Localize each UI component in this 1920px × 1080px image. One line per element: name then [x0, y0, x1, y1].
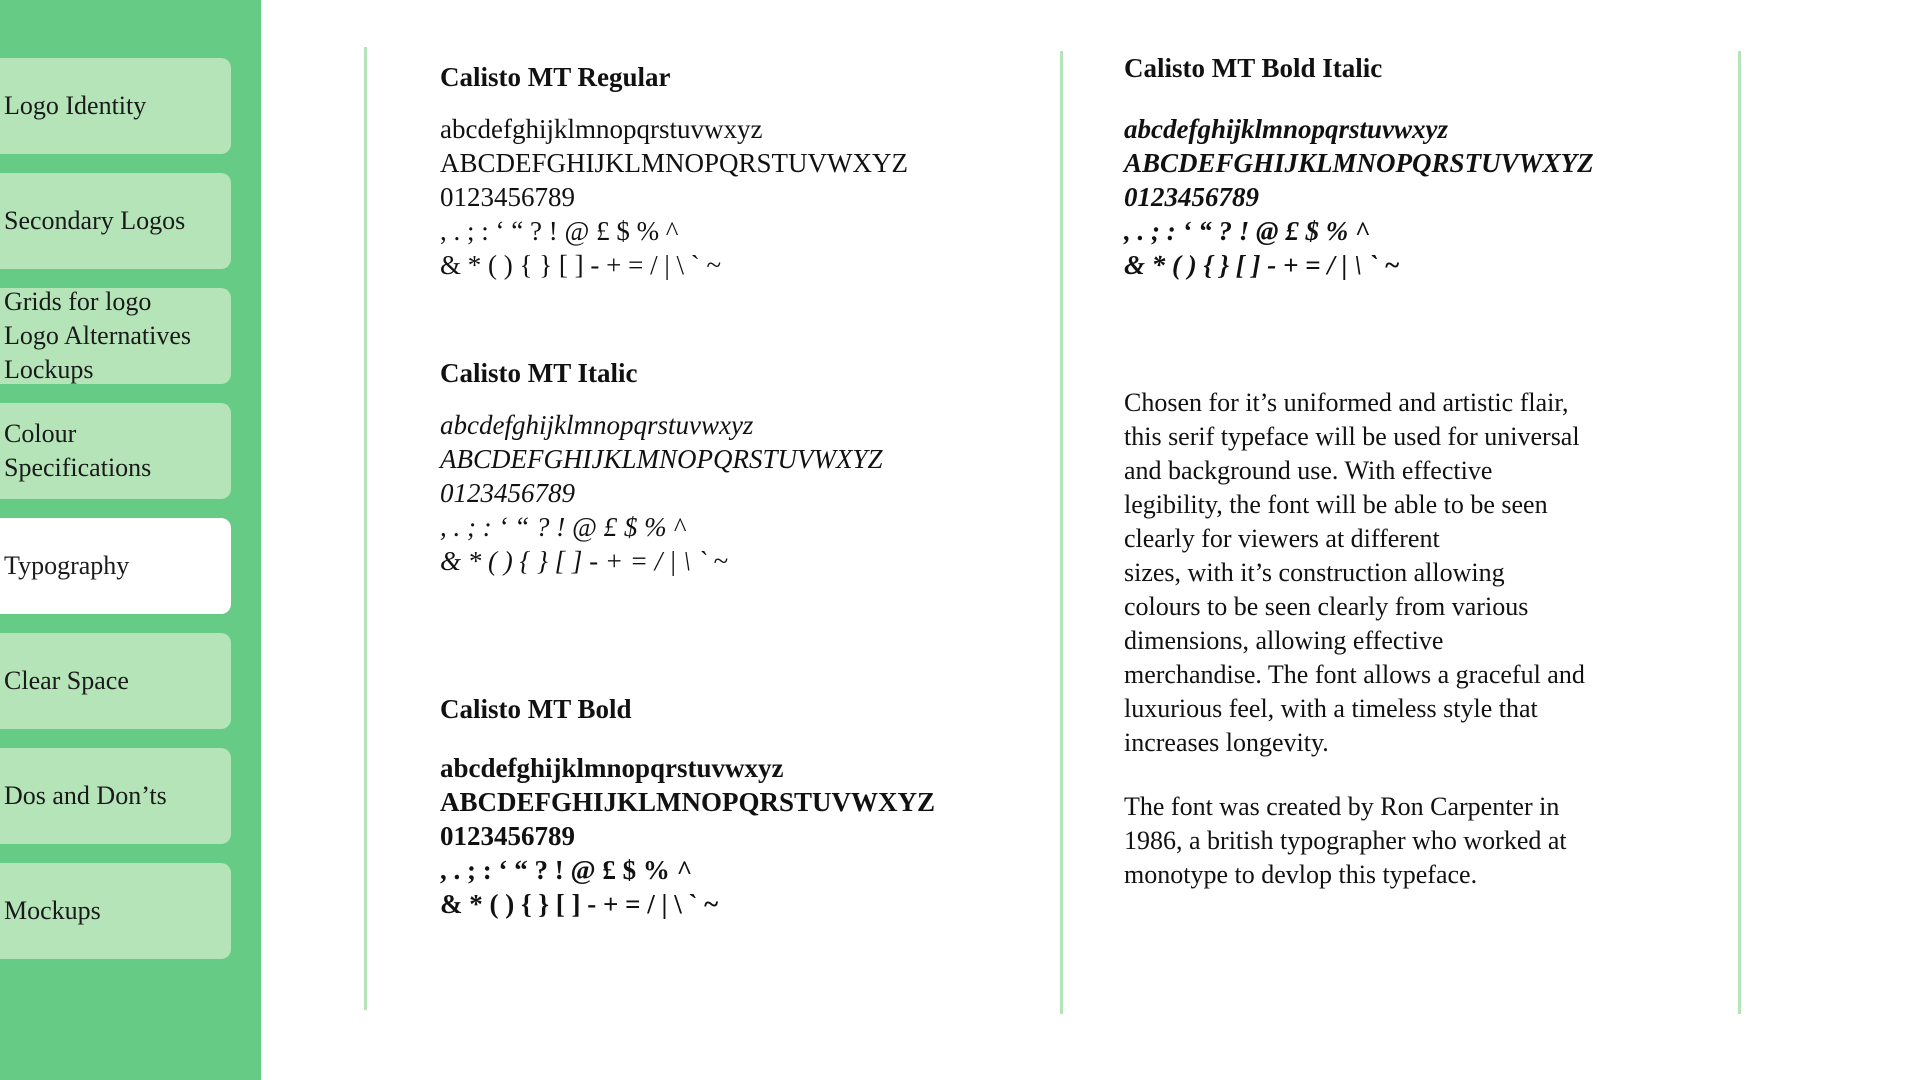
font-sample-bold	[440, 751, 935, 921]
sidebar-item-grids-alternatives-lockups[interactable]	[0, 288, 231, 384]
divider-left	[364, 47, 367, 1010]
sidebar-item-secondary-logos[interactable]	[0, 173, 231, 269]
sidebar-item-logo-identity[interactable]	[0, 58, 231, 154]
font-title-bold-italic: Calisto MT Bold Italic	[1124, 53, 1383, 83]
sidebar	[0, 0, 261, 1080]
sample-lowercase: abcdefghijklmnopqrstuvwxyz	[440, 753, 784, 783]
divider-middle	[1060, 51, 1063, 1014]
sample-numerals: 0123456789	[440, 821, 575, 851]
sidebar-item-label: Secondary Logos	[4, 206, 186, 235]
font-title-italic: Calisto MT Italic	[440, 358, 638, 388]
sample-lowercase: abcdefghijklmnopqrstuvwxyz	[440, 114, 763, 144]
sample-numerals: 0123456789	[440, 182, 575, 212]
sample-punctuation: , . ; : ‘ “ ? ! @ £ $ % ^	[440, 855, 693, 885]
sidebar-item-typography[interactable]	[0, 518, 231, 614]
sidebar-item-label: Dos and Don’ts	[4, 781, 167, 810]
sample-numerals: 0123456789	[1124, 182, 1259, 212]
divider-right	[1738, 51, 1741, 1014]
sample-punctuation: , . ; : ‘ “ ? ! @ £ $ % ^	[440, 512, 685, 542]
sample-numerals: 0123456789	[440, 478, 575, 508]
typeface-history: The font was created by Ron Carpenter in 1986, a british typographer who worked at monotype to devlop this typeface.	[1124, 792, 1567, 889]
font-title-regular: Calisto MT Regular	[440, 62, 671, 92]
sample-uppercase: ABCDEFGHIJKLMNOPQRSTUVWXYZ	[440, 444, 883, 474]
sidebar-item-label: Clear Space	[4, 666, 129, 695]
sidebar-item-label: Logo Identity	[4, 91, 147, 120]
font-sample-italic	[440, 408, 882, 578]
sidebar-item-mockups[interactable]	[0, 863, 231, 959]
sample-uppercase: ABCDEFGHIJKLMNOPQRSTUVWXYZ	[440, 148, 909, 178]
font-title-bold: Calisto MT Bold	[440, 694, 632, 724]
sidebar-item-label: Typography	[4, 551, 130, 580]
sample-symbols: & * ( ) { } [ ] - + = / | \ ` ~	[1124, 250, 1400, 280]
sample-symbols: & * ( ) { } [ ] - + = / | \ ` ~	[440, 889, 719, 919]
sample-lowercase: abcdefghijklmnopqrstuvwxyz	[1124, 114, 1449, 144]
sidebar-item-label: Mockups	[4, 896, 101, 925]
sidebar-item-dos-and-donts[interactable]	[0, 748, 231, 844]
font-sample-regular	[440, 112, 908, 282]
sidebar-item-label: Grids for logo Logo Alternatives Lockups	[4, 287, 192, 384]
sidebar-item-label: Colour Specifications	[4, 419, 152, 482]
sidebar-item-clear-space[interactable]	[0, 633, 231, 729]
typeface-description: Chosen for it’s uniformed and artistic flair, this serif typeface will be used for universal and background use. With effective legibility, the font will be able to be seen clearly for viewers at different sizes, with it’s construction allowing colours to be seen clearly from various dimensions, allowing effective merchandise. The font allows a graceful and luxurious feel, with a timeless style that increases longevity.	[1124, 388, 1585, 757]
sample-symbols: & * ( ) { } [ ] - + = / | \ ` ~	[440, 250, 722, 280]
sidebar-item-colour-specifications[interactable]	[0, 403, 231, 499]
sample-symbols: & * ( ) { } [ ] - + = / | \ ` ~	[440, 546, 728, 576]
sample-punctuation: , . ; : ‘ “ ? ! @ £ $ % ^	[440, 216, 679, 246]
sample-uppercase: ABCDEFGHIJKLMNOPQRSTUVWXYZ	[1124, 148, 1594, 178]
sample-punctuation: , . ; : ‘ “ ? ! @ £ $ % ^	[1124, 216, 1371, 246]
sample-uppercase: ABCDEFGHIJKLMNOPQRSTUVWXYZ	[440, 787, 936, 817]
font-sample-bold-italic	[1124, 112, 1594, 282]
sample-lowercase: abcdefghijklmnopqrstuvwxyz	[440, 410, 754, 440]
